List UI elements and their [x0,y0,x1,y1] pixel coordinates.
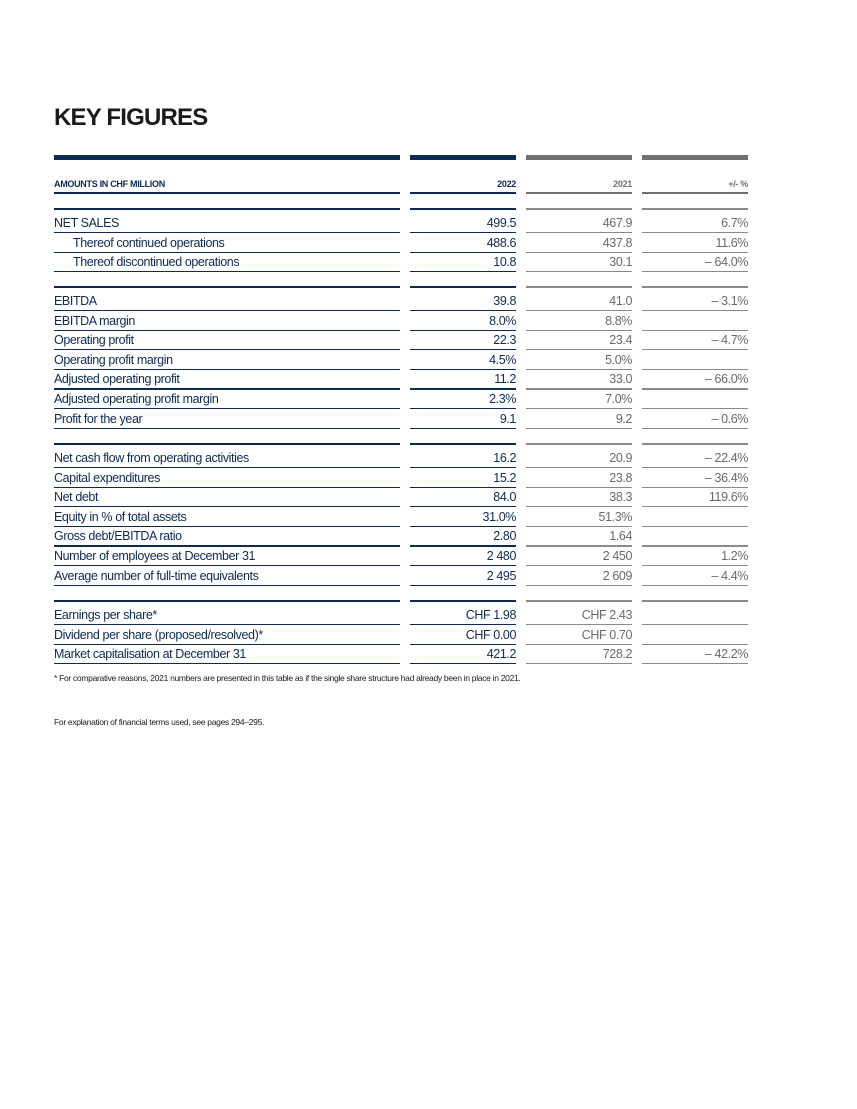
table-row [0,469,857,489]
row-label: Market capitalisation at December 31 [54,647,246,662]
header-bar-label [54,155,400,160]
value-2022: 2.80 [493,529,516,544]
group-separator [410,443,516,445]
row-label: Earnings per share* [54,608,157,622]
value-change [642,312,748,330]
column-header-2022: 2022 [497,179,516,189]
value-2022: CHF 0.00 [465,627,516,642]
value-2022: 8.0% [489,313,516,328]
value-change: 119.6% [708,490,748,505]
value-2021: 20.9 [609,451,632,465]
group-separator [526,286,632,288]
row-label: EBITDA margin [54,313,135,328]
row-underline [526,428,632,429]
value-2022: 9.1 [499,411,516,426]
header-bar-2022 [410,155,516,160]
column-header-label: AMOUNTS IN CHF MILLION [54,179,165,189]
value-2022: 11.2 [494,372,516,387]
column-header-2021: 2021 [613,179,632,189]
row-underline [410,585,516,586]
value-2022: 488.6 [486,235,516,250]
table-row [0,292,857,312]
row-underline [54,585,400,586]
value-2021: 23.8 [609,470,632,485]
page-title: KEY FIGURES [54,104,208,131]
table-row [0,567,857,587]
group-separator [526,600,632,602]
row-label: EBITDA [54,294,97,308]
row-underline [410,663,516,664]
value-change [642,527,748,545]
table-row [0,645,857,665]
row-label: NET SALES [54,216,119,230]
value-2022: 10.8 [493,255,516,270]
row-label: Operating profit margin [54,352,173,367]
row-label: Adjusted operating profit margin [54,392,219,406]
row-underline [526,663,632,664]
value-2021: 38.3 [609,490,632,505]
row-label: Capital expenditures [54,470,160,485]
value-2022: 421.2 [486,647,516,662]
header-bar-2021 [526,155,632,160]
row-underline [410,271,516,272]
header-bar-change [642,155,748,160]
row-underline [410,428,516,429]
header-rule-change [642,192,748,194]
table-row [0,449,857,469]
row-label: Thereof discontinued operations [73,255,240,270]
value-2021: 51.3% [598,509,632,524]
value-2021: 33.0 [609,372,632,387]
group-separator [410,286,516,288]
row-label: Equity in % of total assets [54,509,187,524]
group-separator [642,443,748,445]
value-change: 11.6% [715,235,748,250]
row-underline [526,271,632,272]
value-2021: 728.2 [602,647,632,662]
header-rule-2022 [410,192,516,194]
value-change: – 64.0% [704,255,748,270]
group-separator [526,208,632,210]
row-label: Gross debt/EBITDA ratio [54,529,182,544]
row-underline [642,663,748,664]
value-2021: 2 450 [602,549,632,563]
value-2021: 9.2 [615,411,632,426]
value-change: – 36.4% [704,470,748,485]
value-2022: 39.8 [493,294,516,308]
row-label: Operating profit [54,333,134,348]
row-label: Net cash flow from operating activities [54,451,249,465]
group-separator [410,208,516,210]
row-underline [54,663,400,664]
value-2022: 2 495 [486,568,516,583]
group-separator [642,208,748,210]
value-2022: 31.0% [482,509,516,524]
row-underline [526,585,632,586]
group-separator [642,286,748,288]
value-2021: 41.0 [609,294,632,308]
value-2021: 467.9 [602,216,632,230]
value-2022: 4.5% [489,352,516,367]
table-row [0,253,857,273]
value-change: – 66.0% [704,372,748,387]
table-row [0,626,857,646]
table-row [0,488,857,508]
value-change: – 3.1% [711,294,748,308]
footnote: * For comparative reasons, 2021 numbers are presented in this table as if the single share structure had already been in place in 2021. [54,673,521,683]
value-change [642,390,748,408]
value-change: – 42.2% [704,647,748,662]
value-2022: 22.3 [493,333,516,348]
value-2022: 499.5 [486,216,516,230]
value-2021: CHF 0.70 [581,627,632,642]
row-label: Profit for the year [54,411,143,426]
value-change [642,626,748,644]
value-change [642,606,748,624]
table-row [0,312,857,332]
table-row [0,410,857,430]
value-2022: 16.2 [493,451,516,465]
value-2021: 437.8 [602,235,632,250]
table-row [0,508,857,528]
row-label: Thereof continued operations [73,235,225,250]
header-rule-2021 [526,192,632,194]
row-label: Adjusted operating profit [54,372,180,387]
value-2022: 15.2 [493,470,516,485]
column-header-change: +/- % [728,179,748,189]
value-change: 1.2% [721,549,748,563]
table-row [0,606,857,626]
value-2022: CHF 1.98 [465,608,516,622]
group-separator [54,208,400,210]
row-label: Number of employees at December 31 [54,549,256,563]
row-underline [54,271,400,272]
table-row [0,331,857,351]
value-change [642,351,748,369]
value-change [642,508,748,526]
header-rule-label [54,192,400,194]
value-2021: 5.0% [605,352,632,367]
row-underline [642,271,748,272]
value-2022: 84.0 [493,490,516,505]
table-row [0,390,857,410]
group-separator [526,443,632,445]
value-2021: 1.64 [609,529,632,544]
value-2021: CHF 2.43 [581,608,632,622]
row-label: Average number of full-time equivalents [54,568,259,583]
value-2021: 2 609 [602,568,632,583]
value-change: – 4.4% [711,568,748,583]
value-2021: 8.8% [605,313,632,328]
table-row [0,214,857,234]
value-2022: 2.3% [489,392,516,406]
table-row [0,234,857,254]
value-change: 6.7% [721,216,748,230]
value-2021: 7.0% [605,392,632,406]
group-separator [54,286,400,288]
row-label: Net debt [54,490,99,505]
group-separator [54,600,400,602]
row-underline [642,585,748,586]
table-row [0,527,857,547]
value-2022: 2 480 [486,549,516,563]
value-change: – 22.4% [704,451,748,465]
row-underline [54,428,400,429]
group-separator [410,600,516,602]
value-change: – 0.6% [711,411,748,426]
row-label: Dividend per share (proposed/resolved)* [54,627,263,642]
explanation-note: For explanation of financial terms used, see pages 294–295. [54,717,265,727]
group-separator [642,600,748,602]
value-2021: 30.1 [609,255,632,270]
value-change: – 4.7% [711,333,748,348]
table-row [0,351,857,371]
table-row [0,547,857,567]
group-separator [54,443,400,445]
row-underline [642,428,748,429]
value-2021: 23.4 [609,333,632,348]
table-row [0,370,857,390]
